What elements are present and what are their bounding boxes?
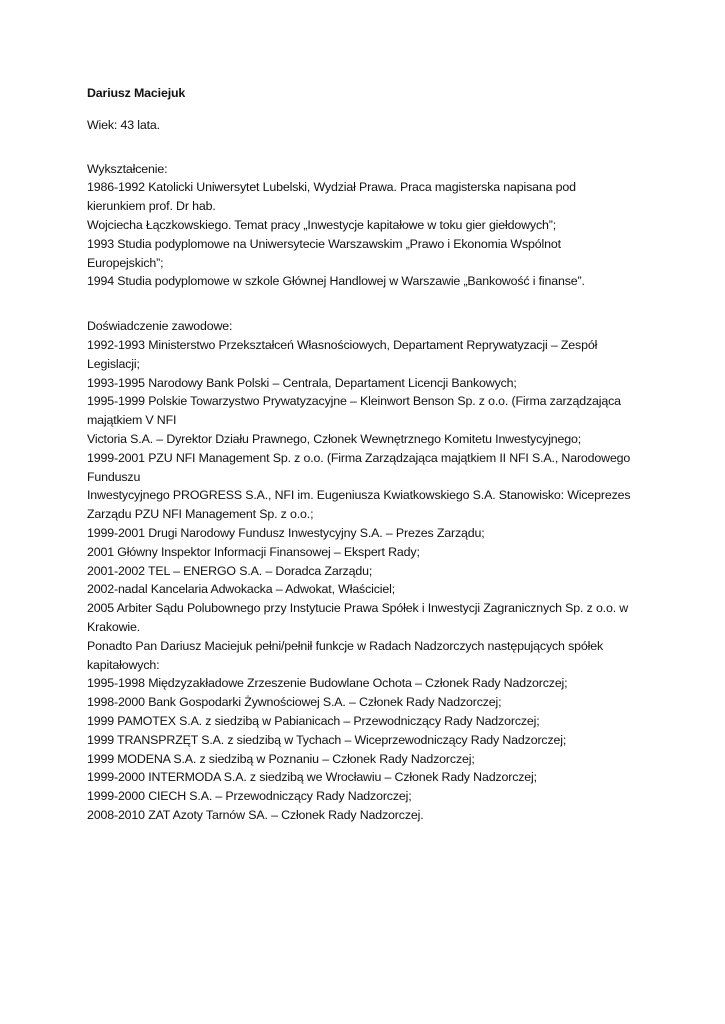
education-line: Wojciecha Łączkowskiego. Temat pracy „Inwestycje kapitałowe w toku gier giełdowych”;: [87, 217, 557, 232]
experience-line: 1998-2000 Bank Gospodarki Żywnościowej S.A. – Członek Rady Nadzorczej;: [87, 695, 502, 710]
age-line: Wiek: 43 lata.: [87, 117, 160, 132]
experience-line: 2002-nadal Kancelaria Adwokacka – Adwokat, Właściciel;: [87, 582, 396, 597]
experience-line: 2001 Główny Inspektor Informacji Finansowej – Ekspert Rady;: [87, 544, 420, 559]
experience-line: 1999-2001 Drugi Narodowy Fundusz Inwestycyjny S.A. – Prezes Zarządu;: [87, 525, 485, 540]
experience-line: Krakowie.: [87, 619, 141, 634]
experience-line: Legislacji;: [87, 356, 140, 371]
experience-line: 1999 MODENA S.A. z siedzibą w Poznaniu – Członek Rady Nadzorczej;: [87, 751, 475, 766]
experience-heading: Doświadczenie zawodowe:: [87, 319, 233, 334]
education-line: 1994 Studia podyplomowe w szkole Głównej Handlowej w Warszawie „Bankowość i finanse”.: [87, 274, 585, 289]
document-body: [87, 84, 687, 825]
education-line: kierunkiem prof. Dr hab.: [87, 199, 216, 214]
experience-line: Ponadto Pan Dariusz Maciejuk pełni/pełnił funkcje w Radach Nadzorczych następujących spółek: [87, 638, 603, 653]
experience-line: 1999 TRANSPRZĘT S.A. z siedzibą w Tychach – Wiceprzewodniczący Rady Nadzorczej;: [87, 732, 567, 747]
experience-line: 2008-2010 ZAT Azoty Tarnów SA. – Członek Rady Nadzorczej.: [87, 807, 424, 822]
experience-lines: [87, 336, 687, 825]
education-line: 1993 Studia podyplomowe na Uniwersytecie Warszawskim „Prawo i Ekonomia Wspólnot: [87, 236, 561, 251]
education-line: Europejskich”;: [87, 255, 164, 270]
experience-line: 1995-1998 Międzyzakładowe Zrzeszenie Budowlane Ochota – Członek Rady Nadzorczej;: [87, 676, 568, 691]
experience-line: Victoria S.A. – Dyrektor Działu Prawnego, Członek Wewnętrznego Komitetu Inwestycyjnego;: [87, 431, 582, 446]
experience-line: 1992-1993 Ministerstwo Przekształceń Własnościowych, Departament Reprywatyzacji – Zespół: [87, 337, 598, 352]
experience-line: kapitałowych:: [87, 657, 160, 672]
spacer: [87, 135, 687, 160]
experience-line: Funduszu: [87, 469, 141, 484]
experience-line: 2001-2002 TEL – ENERGO S.A. – Doradca Zarządu;: [87, 563, 373, 578]
experience-line: 1999-2000 CIECH S.A. – Przewodniczący Rady Nadzorczej;: [87, 789, 412, 804]
experience-line: 1995-1999 Polskie Towarzystwo Prywatyzacyjne – Kleinwort Benson Sp. z o.o. (Firma zarządzająca: [87, 394, 621, 409]
experience-section: [87, 317, 687, 825]
spacer: [87, 291, 687, 317]
experience-line: Inwestycyjnego PROGRESS S.A., NFI im. Eugeniusza Kwiatkowskiego S.A. Stanowisko: Wiceprezes: [87, 488, 631, 503]
education-heading: Wykształcenie:: [87, 161, 168, 176]
spacer: [87, 103, 687, 116]
person-name: Dariusz Maciejuk: [87, 86, 186, 100]
experience-line: 2005 Arbiter Sądu Polubownego przy Instytucie Prawa Spółek i Inwestycji Zagranicznych Sp. z o.o. w: [87, 601, 629, 616]
experience-line: Zarządu PZU NFI Management Sp. z o.o.;: [87, 507, 314, 522]
education-lines: [87, 178, 687, 291]
education-line: 1986-1992 Katolicki Uniwersytet Lubelski, Wydział Prawa. Praca magisterska napisana pod: [87, 180, 576, 195]
experience-line: 1993-1995 Narodowy Bank Polski – Centrala, Departament Licencji Bankowych;: [87, 375, 517, 390]
education-section: [87, 160, 687, 292]
experience-line: 1999-2001 PZU NFI Management Sp. z o.o. (Firma Zarządzająca majątkiem II NFI S.A., Narodowego: [87, 450, 631, 465]
experience-line: 1999 PAMOTEX S.A. z siedzibą w Pabianicach – Przewodniczący Rady Nadzorczej;: [87, 713, 540, 728]
experience-line: majątkiem V NFI: [87, 413, 177, 428]
experience-line: 1999-2000 INTERMODA S.A. z siedzibą we Wrocławiu – Członek Rady Nadzorczej;: [87, 770, 537, 785]
